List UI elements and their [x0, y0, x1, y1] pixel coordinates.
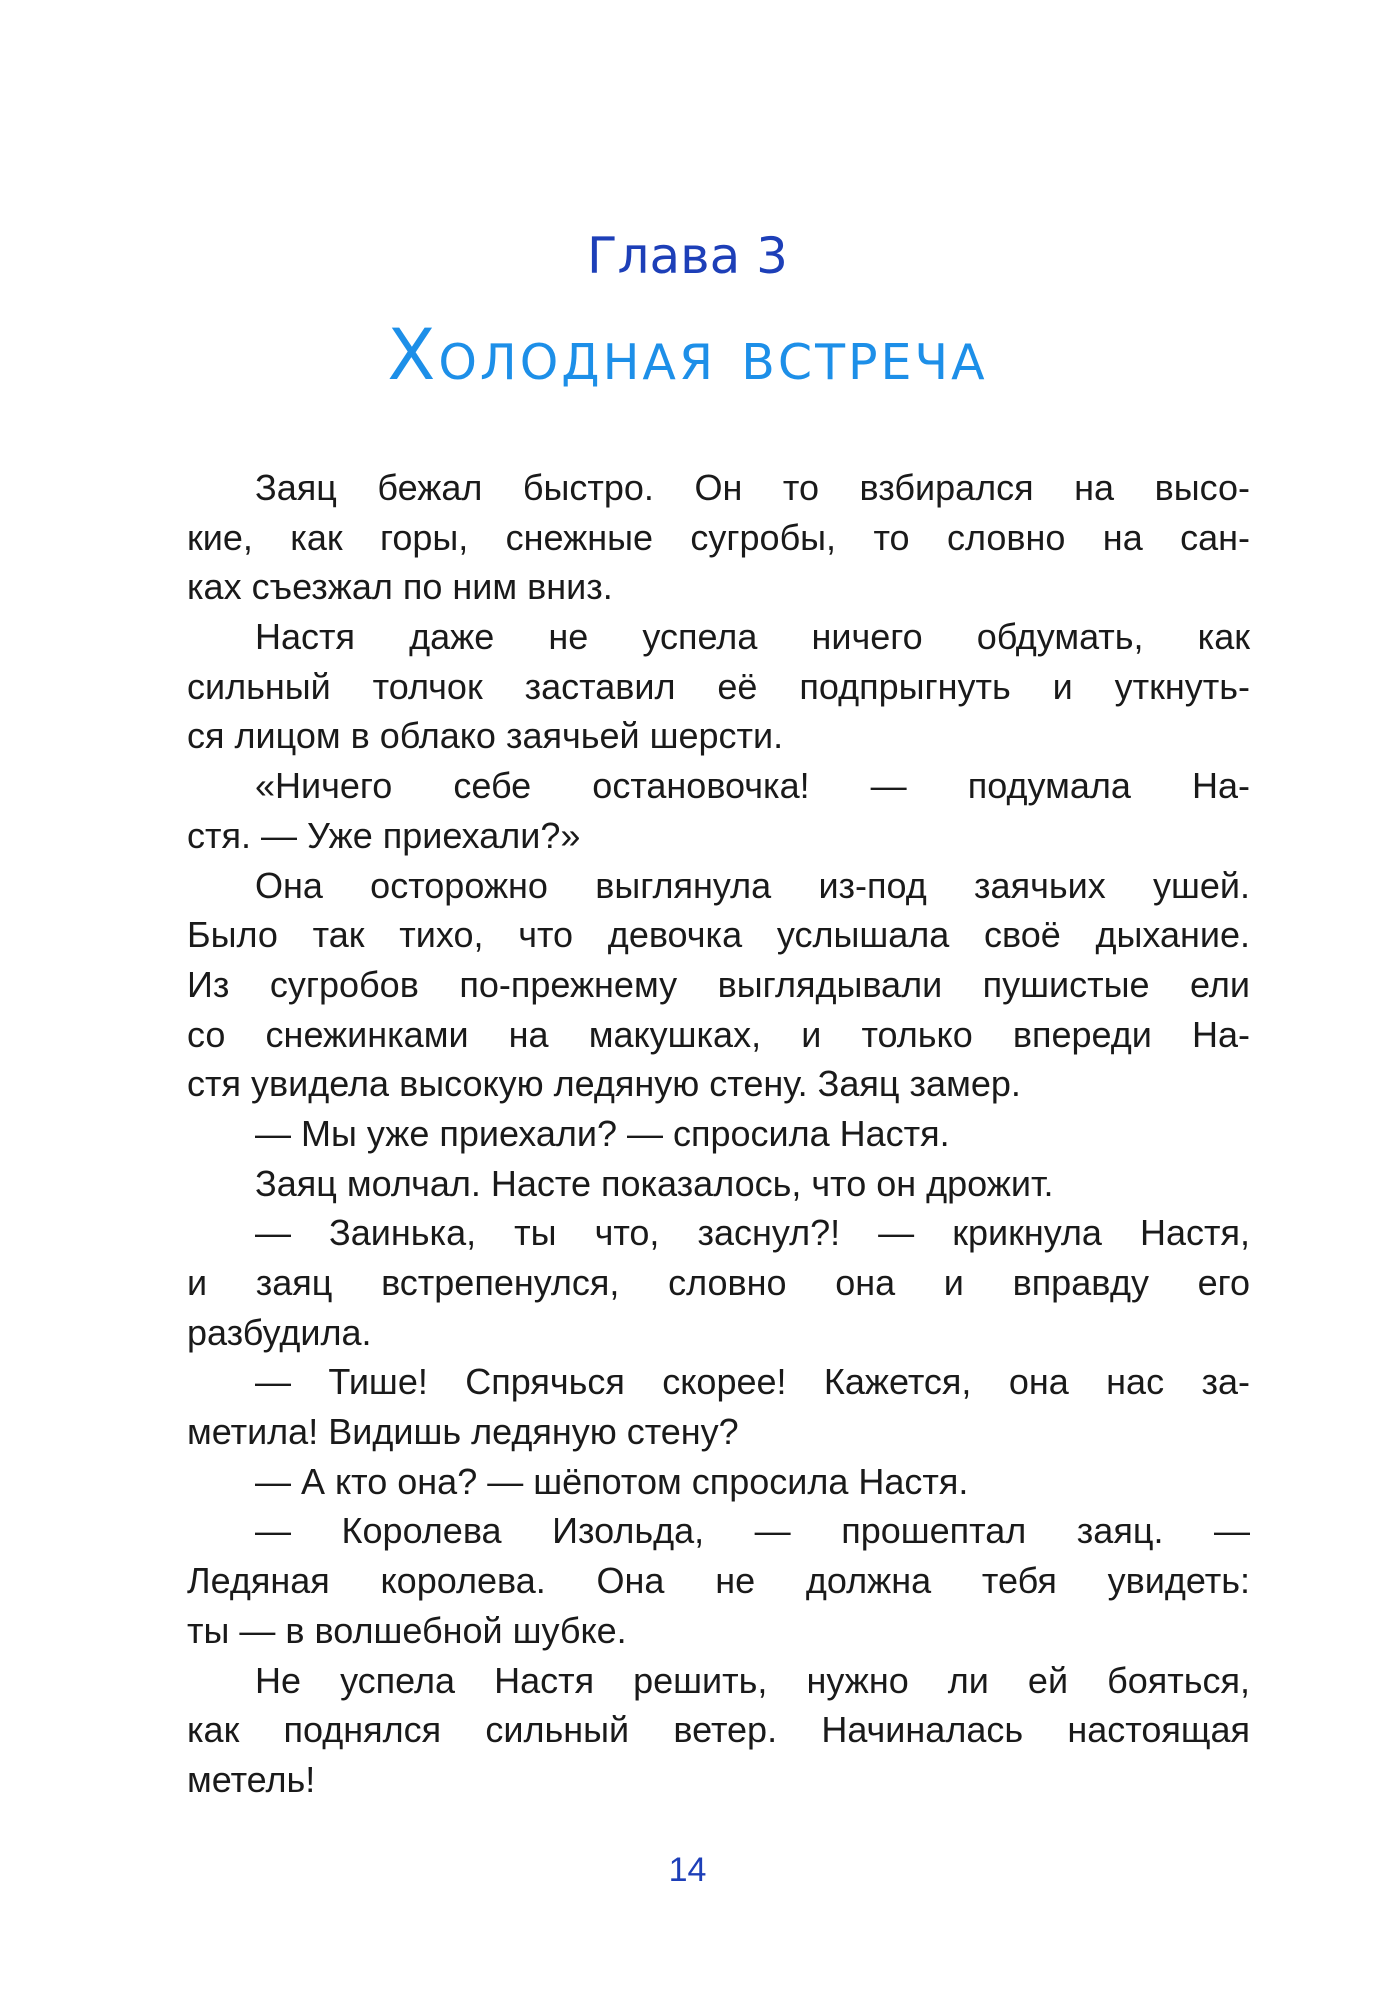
text-line: ты — в волшебной шубке. — [187, 1609, 627, 1651]
text-line: «Ничего себе остановочка! — подумала На- — [255, 765, 1250, 807]
text-line: Было так тихо, что девочка услышала своё дыхание. — [187, 914, 1250, 956]
text-line: Она осторожно выглянула из-под заячьих ушей. — [255, 864, 1250, 906]
text-line: — А кто она? — шёпотом спросила Настя. — [255, 1460, 969, 1502]
text-line: Из сугробов по-прежнему выглядывали пушистые ели — [187, 963, 1250, 1005]
text-line: — Королева Изольда, — прошептал заяц. — — [255, 1510, 1250, 1552]
chapter-label: Глава 3 — [587, 227, 788, 285]
text-line: Заяц бежал быстро. Он то взбирался на высо- — [255, 467, 1250, 508]
text-line: ках съезжал по ним вниз. — [187, 566, 613, 608]
text-line: как поднялся сильный ветер. Начиналась настоящая — [187, 1709, 1250, 1751]
story-text — [187, 463, 1250, 1805]
text-line: сильный толчок заставил её подпрыгнуть и уткнуть- — [187, 665, 1250, 707]
text-line: Настя даже не успела ничего обдумать, как — [255, 616, 1250, 658]
chapter-title: Холодная встреча — [387, 314, 988, 396]
text-line: Ледяная королева. Она не должна тебя увидеть: — [187, 1560, 1250, 1602]
text-line: разбудила. — [187, 1311, 372, 1353]
text-line: стя. — Уже приехали?» — [187, 814, 581, 856]
page-number: 14 — [668, 1851, 707, 1889]
text-line: ся лицом в облако заячьей шерсти. — [187, 715, 784, 757]
text-line: и заяц встрепенулся, словно она и вправду его — [187, 1262, 1250, 1303]
text-line: — Заинька, ты что, заснул?! — крикнула Настя, — [255, 1212, 1250, 1254]
text-line: стя увидела высокую ледяную стену. Заяц замер. — [187, 1063, 1021, 1105]
text-line: метель! — [187, 1758, 316, 1800]
text-line: со снежинками на макушках, и только впереди На- — [187, 1013, 1250, 1055]
text-line: метила! Видишь ледяную стену? — [187, 1411, 739, 1453]
text-line: — Мы уже приехали? — спросила Настя. — [255, 1112, 950, 1154]
text-line: Заяц молчал. Насте показалось, что он дрожит. — [255, 1162, 1054, 1204]
text-line: Не успела Настя решить, нужно ли ей бояться, — [255, 1659, 1250, 1701]
text-line: — Тише! Спрячься скорее! Кажется, она нас за- — [255, 1361, 1250, 1403]
text-line: кие, как горы, снежные сугробы, то словно на сан- — [187, 516, 1250, 558]
